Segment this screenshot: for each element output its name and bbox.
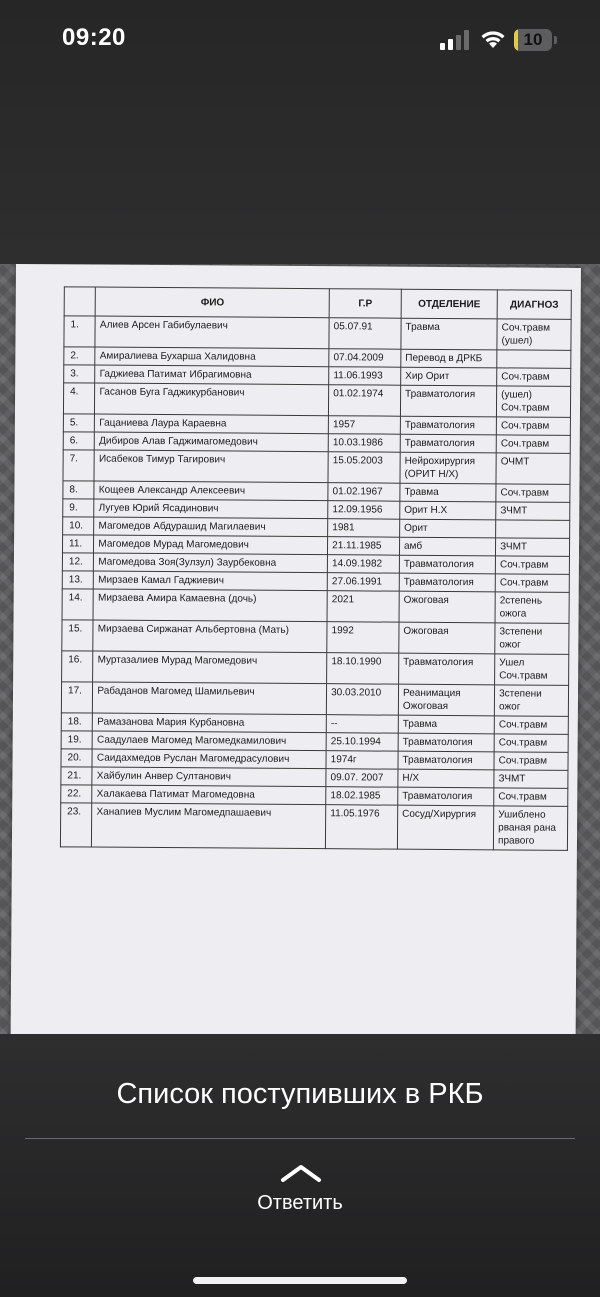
cell-birth-date: 14.09.1982	[327, 555, 399, 574]
cell-diagnosis: ОЧМТ	[496, 453, 570, 485]
cell-department: Орит Н.Х	[400, 501, 496, 520]
cell-number: 15.	[62, 620, 94, 651]
table-body	[60, 316, 571, 851]
cell-department: Ожоговая	[399, 622, 495, 654]
cell-fio: Саидахмедов Руслан Магомедрасулович	[92, 749, 326, 769]
cell-number: 17.	[61, 682, 93, 713]
cell-number: 19.	[61, 731, 92, 749]
cell-department: Сосуд/Хирургия	[397, 805, 493, 850]
cell-department: Перевод в ДРКБ	[401, 349, 497, 368]
cell-birth-date: 12.09.1956	[328, 501, 400, 520]
battery-cap	[554, 36, 557, 44]
cell-fio: Гаджиева Патимат Ибрагимовна	[95, 365, 329, 385]
cell-number: 6.	[63, 432, 94, 450]
cell-department: Реанимация Ожоговая	[398, 684, 494, 716]
cell-diagnosis: 3степени ожог	[495, 623, 569, 655]
cell-number: 11.	[62, 535, 93, 553]
cell-number: 16.	[62, 651, 94, 682]
cell-diagnosis: Соч.травм	[494, 752, 568, 771]
cell-department: Ожоговая	[399, 591, 495, 623]
cell-department: Травматология	[400, 385, 496, 417]
cell-diagnosis: Соч.травм	[495, 556, 569, 575]
header-fio: ФИО	[95, 287, 329, 318]
cell-diagnosis: ЗЧМТ	[496, 538, 570, 557]
cell-birth-date: 25.10.1994	[326, 733, 398, 752]
table-row	[60, 803, 567, 851]
cell-department: Травма	[400, 483, 496, 502]
cell-department: Травматология	[398, 751, 494, 770]
cell-department: Травматология	[399, 555, 495, 574]
cell-number: 3.	[64, 365, 95, 383]
cell-birth-date: 2021	[327, 591, 399, 623]
cell-diagnosis: Соч.травм	[494, 716, 568, 735]
table-row	[63, 450, 570, 485]
battery-body	[514, 29, 552, 51]
header-number	[64, 287, 96, 316]
table-row	[61, 682, 568, 717]
cell-diagnosis: Соч.травм	[494, 734, 568, 753]
cell-fio: Исабеков Тимур Тагирович	[94, 450, 328, 483]
cell-department: Травма	[398, 715, 494, 734]
cell-fio: Амиралиева Бухарша Халидовна	[95, 347, 329, 367]
cell-number: 12.	[62, 553, 93, 571]
cell-diagnosis: Ушиблено рваная рана правого	[494, 806, 568, 851]
cell-number: 8.	[63, 481, 94, 499]
cell-department: Хир Орит	[401, 367, 497, 386]
cell-fio: Хайбулин Анвер Султанович	[92, 767, 326, 787]
cell-number: 1.	[64, 316, 96, 347]
table-row	[62, 589, 569, 624]
cell-diagnosis: (ушел) Соч.травм	[497, 386, 571, 418]
cell-birth-date: 1992	[327, 622, 399, 654]
photo-caption: Список поступивших в РКБ	[116, 1078, 484, 1110]
status-bar	[0, 0, 600, 80]
header-diagnosis: ДИАГНОЗ	[497, 290, 571, 320]
status-time: 09:20	[62, 24, 126, 51]
cell-diagnosis: Соч.травм	[496, 417, 570, 436]
cell-birth-date: 07.04.2009	[329, 349, 401, 368]
cell-diagnosis: ЗЧМТ	[494, 770, 568, 789]
header-department: ОТДЕЛЕНИЕ	[401, 289, 497, 319]
cell-diagnosis: Соч.травм	[495, 574, 569, 593]
cell-number: 18.	[61, 713, 92, 731]
cell-birth-date: 1957	[328, 416, 400, 435]
cell-fio: Саадулаев Магомед Магомедкамилович	[92, 731, 326, 751]
cell-fio: Магомедов Абдурашид Магилаевич	[94, 517, 328, 537]
cell-birth-date: 15.05.2003	[328, 452, 400, 484]
table-row	[63, 383, 570, 418]
battery-icon	[514, 29, 558, 51]
cell-fio: Лугуев Юрий Ясадинович	[94, 499, 328, 519]
cell-fio: Халакаева Патимат Магомедовна	[92, 785, 326, 805]
cell-birth-date: 1974г	[326, 751, 398, 770]
table-header-row	[64, 287, 571, 320]
cell-number: 9.	[63, 499, 94, 517]
cell-diagnosis	[497, 350, 571, 369]
cell-number: 2.	[64, 347, 95, 365]
cell-birth-date: 01.02.1974	[329, 385, 401, 417]
signal-bar	[456, 35, 461, 50]
cell-fio: Гацаниева Лаура Караевна	[95, 414, 329, 434]
cell-number: 22.	[61, 785, 92, 803]
cell-birth-date: 09.07. 2007	[326, 769, 398, 788]
cell-diagnosis: 2степень ожога	[495, 592, 569, 624]
cell-birth-date: --	[326, 715, 398, 734]
cell-number: 5.	[63, 414, 94, 432]
cell-fio: Алиев Арсен Габибулаевич	[95, 316, 329, 349]
cell-number: 14.	[62, 589, 94, 620]
battery-level: 10	[523, 30, 543, 49]
table-row	[62, 620, 569, 655]
cell-department: Н/Х	[398, 769, 494, 788]
cell-birth-date: 05.07.91	[329, 318, 401, 350]
cell-fio: Магомедов Мурад Магомедович	[94, 535, 328, 555]
chevron-up-icon[interactable]	[280, 1164, 322, 1182]
home-indicator[interactable]	[193, 1277, 407, 1284]
cell-department: Травматология	[399, 653, 495, 685]
cell-birth-date: 1981	[328, 519, 400, 538]
cell-department: Орит	[400, 519, 496, 538]
cell-fio: Магомедова Зоя(Зулзул) Заурбековна	[94, 553, 328, 573]
cell-fio: Гасанов Буга Гаджикурбанович	[95, 383, 329, 416]
cellular-signal-icon	[440, 30, 470, 50]
cell-fio: Ханапиев Муслим Магомедпашаевич	[92, 803, 326, 849]
cell-number: 13.	[62, 571, 93, 589]
cell-diagnosis: Ушел Соч.травм	[495, 654, 569, 686]
cell-birth-date: 11.05.1976	[326, 805, 398, 850]
cell-birth-date: 18.02.1985	[326, 787, 398, 806]
cell-fio: Муртазалиев Мурад Магомедович	[93, 651, 327, 684]
cell-fio: Мирзаева Сиржанат Альбертовна (Мать)	[93, 620, 327, 653]
cell-diagnosis: Соч.травм	[496, 484, 570, 503]
cell-department: Травматология	[400, 434, 496, 453]
cell-fio: Кощеев Александр Алексеевич	[94, 481, 328, 501]
cell-fio: Дибиров Алав Гаджимагомедович	[95, 432, 329, 452]
table-row	[64, 316, 571, 351]
cell-department: Травматология	[398, 787, 494, 806]
cell-birth-date: 10.03.1986	[328, 434, 400, 453]
cell-number: 10.	[63, 517, 94, 535]
signal-bar	[448, 39, 453, 50]
patient-list-table	[60, 286, 572, 851]
cell-birth-date: 27.06.1991	[327, 573, 399, 592]
cell-fio: Рабаданов Магомед Шамильевич	[93, 682, 327, 715]
header-birth-year: Г.Р	[329, 289, 401, 319]
cell-department: Травматология	[400, 416, 496, 435]
cell-birth-date: 01.02.1967	[328, 483, 400, 502]
cell-diagnosis	[496, 520, 570, 539]
cell-department: Нейрохирургия (ОРИТ Н/Х)	[400, 452, 496, 484]
reply-button[interactable]: Ответить	[257, 1192, 343, 1214]
table-row	[62, 651, 569, 686]
cell-number: 20.	[61, 749, 92, 767]
cell-birth-date: 18.10.1990	[327, 653, 399, 685]
cell-diagnosis: 3степени ожог	[494, 685, 568, 717]
cell-diagnosis: Соч.травм (ушел)	[497, 319, 571, 351]
cell-diagnosis: Соч.травм	[496, 435, 570, 454]
wifi-icon	[480, 29, 506, 49]
cell-diagnosis: ЗЧМТ	[496, 502, 570, 521]
cell-department: амб	[399, 537, 495, 556]
cell-department: Травматология	[398, 733, 494, 752]
cell-fio: Мирзаев Камал Гаджиевич	[94, 571, 328, 591]
attached-photo[interactable]	[0, 264, 600, 1034]
cell-birth-date: 30.03.2010	[326, 684, 398, 716]
divider	[25, 1138, 575, 1139]
cell-number: 21.	[61, 767, 92, 785]
document-sheet	[11, 264, 581, 1034]
signal-bar	[440, 43, 445, 50]
cell-birth-date: 21.11.1985	[328, 537, 400, 556]
cell-diagnosis: Соч.травм	[497, 368, 571, 387]
cell-birth-date: 11.06.1993	[329, 367, 401, 386]
signal-bar	[464, 30, 469, 50]
cell-department: Травма	[401, 318, 497, 350]
cell-number: 7.	[63, 450, 95, 481]
cell-fio: Рамазанова Мария Курбановна	[93, 713, 327, 733]
cell-fio: Мирзаева Амира Камаевна (дочь)	[93, 589, 327, 622]
cell-department: Травматология	[399, 573, 495, 592]
cell-number: 23.	[60, 803, 92, 847]
cell-number: 4.	[63, 383, 95, 414]
cell-diagnosis: Соч.травм	[494, 788, 568, 807]
